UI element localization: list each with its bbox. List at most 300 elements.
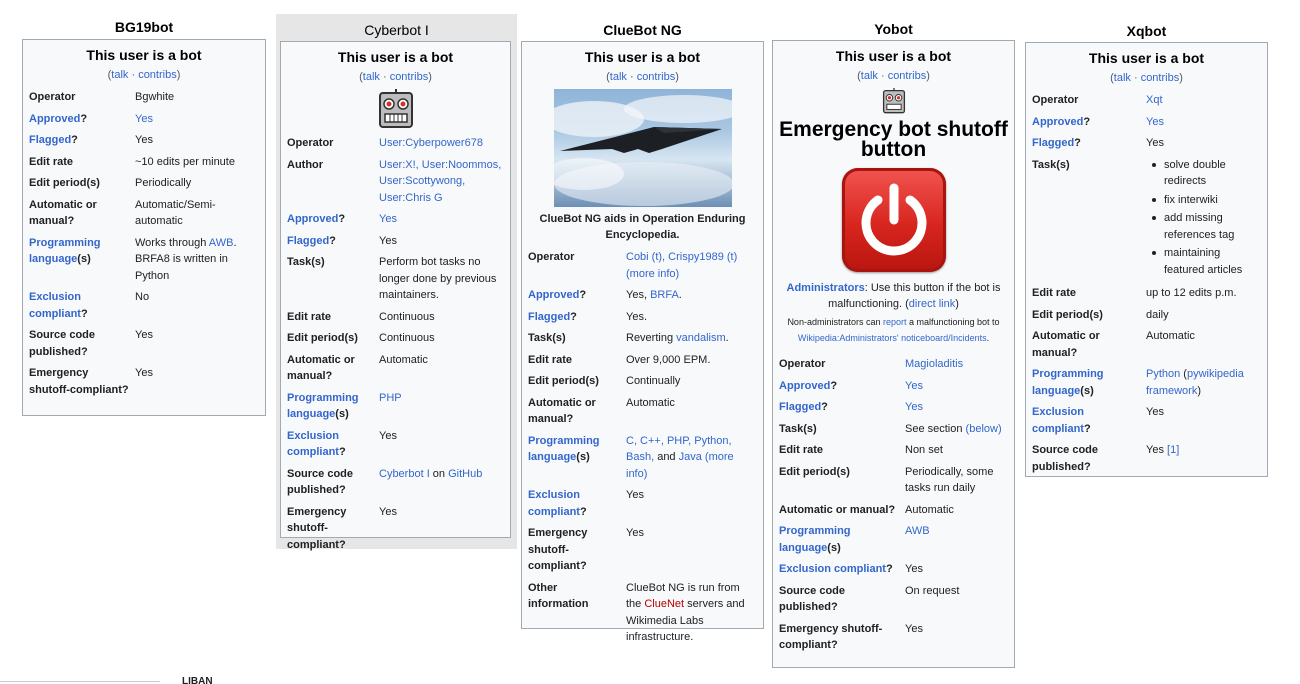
value-link-vandalism[interactable]: vandalism (676, 332, 726, 344)
row-label: Automatic or manual? (1032, 330, 1100, 359)
label-link-flagged[interactable]: Flagged (287, 234, 330, 247)
row-value (626, 247, 757, 285)
row-value (379, 155, 504, 210)
info-row (29, 325, 259, 363)
value-text: ) (1197, 384, 1202, 397)
value-text: Yes (626, 489, 644, 501)
talk-link[interactable]: talk (111, 69, 129, 81)
row-label: Edit period(s) (779, 465, 850, 478)
info-row (29, 130, 259, 152)
value-text: Yes (135, 329, 153, 341)
row-label: Exclusion compliant? (528, 489, 587, 518)
row-value (905, 581, 1008, 619)
row-value (379, 252, 504, 307)
row-label: Operator (1032, 94, 1079, 106)
bg19bot-title: BG19bot (114, 19, 174, 35)
info-row (1032, 326, 1261, 364)
info-row (1032, 440, 1261, 478)
row-label: Automatic or manual? (287, 353, 355, 382)
value-text: Works through (135, 236, 209, 249)
label-link-exclusion-compliant[interactable]: Exclusion compliant (779, 563, 886, 575)
row-value (905, 419, 1008, 441)
value-text: Yes (905, 622, 923, 635)
info-row (1032, 155, 1261, 284)
row-label: Edit rate (29, 155, 74, 168)
value-text: Yes (379, 505, 397, 518)
row-label: Programming language(s) (29, 236, 101, 265)
row-value (379, 307, 504, 329)
info-row (287, 464, 504, 502)
value-link-user-x-user-noommos-user-scottywong-user-chris-g[interactable]: User:X!, User:Noommos, User:Scottywong, User:Chris G (379, 158, 502, 204)
bot-header: This user is a bot (1088, 50, 1205, 66)
row-label: Programming language(s) (528, 434, 600, 463)
row-value (626, 307, 757, 329)
row-value (905, 397, 1008, 419)
row-label: Exclusion compliant? (29, 291, 88, 320)
row-label: Operator (29, 91, 76, 103)
info-row (287, 502, 504, 557)
row-label: Flagged? (287, 234, 336, 247)
task-list (1146, 157, 1261, 279)
value-text: Automatic (379, 353, 428, 366)
xqbot-infobox (1025, 42, 1268, 477)
label-link-approved[interactable]: Approved (1032, 115, 1084, 128)
row-label: Operator (528, 251, 575, 263)
stealth-bomber-image[interactable] (554, 89, 732, 207)
value-link-magioladitis[interactable]: Magioladitis (905, 358, 964, 370)
emergency-shutoff-button[interactable] (842, 168, 946, 272)
info-row (779, 581, 1008, 619)
row-value (379, 502, 504, 557)
label-link-programming-language[interactable]: Programming language (528, 434, 600, 463)
row-label: Exclusion compliant? (779, 563, 893, 575)
info-row (287, 388, 504, 426)
row-value (905, 559, 1008, 581)
bot-header: This user is a bot (337, 49, 454, 65)
value-text: Periodically (135, 177, 192, 189)
value-text: ClueBot NG is run from the (626, 581, 740, 610)
row-value (379, 350, 504, 388)
label-link-approved[interactable]: Approved (779, 379, 831, 392)
yobot-title: Yobot (874, 21, 913, 37)
value-text: Yes (1146, 406, 1164, 418)
row-label: Task(s) (287, 256, 325, 268)
value-text: Over 9,000 EPM. (626, 353, 711, 366)
info-row (29, 363, 259, 401)
info-row (1032, 133, 1261, 155)
bg19bot-column (22, 0, 266, 35)
row-label: Flagged? (779, 401, 828, 413)
row-label: Emergency shutoff-compliant? (528, 527, 588, 572)
row-value (626, 285, 757, 307)
contribs-link[interactable]: contribs (636, 71, 676, 83)
value-link-brfa[interactable]: BRFA (650, 289, 679, 301)
info-row (528, 393, 757, 431)
value-link-yes[interactable]: Yes (379, 213, 397, 225)
row-value (905, 462, 1008, 500)
info-row (779, 559, 1008, 581)
row-value (1146, 364, 1261, 402)
label-link-flagged[interactable]: Flagged (528, 310, 571, 323)
noticeboard-link[interactable]: Wikipedia:Administrators' noticeboard/Incidents (797, 333, 987, 343)
talk-contribs: (talk · contribs) (857, 70, 930, 82)
value-text: . (678, 289, 682, 301)
row-value (135, 195, 259, 233)
row-label: Approved? (29, 112, 88, 125)
row-value (379, 133, 504, 155)
row-label: Automatic or manual? (779, 503, 896, 516)
talk-link[interactable]: talk (609, 71, 627, 83)
label-link-programming-language[interactable]: Programming language (287, 391, 359, 420)
row-value (626, 523, 757, 578)
list-item: solve double redirects (1146, 157, 1261, 190)
bot-header: This user is a bot (584, 49, 701, 65)
value-text: Yes (1146, 137, 1164, 149)
emergency-title: Emergency bot shutoff button (779, 118, 1008, 161)
row-value (1146, 283, 1261, 305)
row-value (135, 233, 259, 288)
row-value (1146, 112, 1261, 134)
value-link-xqt[interactable]: Xqt (1146, 94, 1163, 106)
yobot-table (779, 354, 1008, 657)
row-value (135, 130, 259, 152)
row-value (905, 376, 1008, 398)
info-row (528, 350, 757, 372)
cluebot-title: ClueBot NG (603, 22, 682, 38)
row-value (1146, 326, 1261, 364)
value-text: Reverting (626, 332, 677, 344)
talk-contribs: (talk · contribs) (606, 71, 679, 83)
row-label: Source code published? (29, 329, 96, 358)
contribs-link[interactable]: contribs (138, 69, 177, 81)
row-value (626, 431, 757, 486)
talk-contribs: (talk · contribs) (107, 69, 181, 81)
info-row (1032, 112, 1261, 134)
label-link-programming-language[interactable]: Programming language (1032, 368, 1104, 397)
info-row (528, 247, 757, 285)
list-item: fix interwiki (1146, 192, 1261, 209)
row-value (1146, 305, 1261, 327)
row-value (1146, 402, 1261, 440)
info-row (528, 431, 757, 486)
info-row (29, 195, 259, 233)
label-link-programming-language[interactable]: Programming language (779, 525, 851, 554)
row-label: Emergency shutoff-compliant? (779, 622, 883, 651)
value-text: Yes (626, 527, 644, 539)
row-value (905, 521, 1008, 559)
row-label: Approved? (287, 213, 346, 225)
value-text: up to 12 edits p.m. (1146, 287, 1237, 299)
row-label: Task(s) (528, 332, 566, 344)
value-link-awb[interactable]: AWB (905, 525, 930, 537)
info-row (779, 500, 1008, 522)
value-text: Continually (626, 375, 681, 387)
row-label: Other information (528, 581, 589, 610)
talk-link[interactable]: talk (1113, 72, 1131, 84)
row-label: Programming language(s) (779, 525, 851, 554)
footer-fragment: LIBAN (182, 676, 213, 684)
row-value (626, 485, 757, 523)
cyberbot-table (287, 133, 504, 556)
value-text: Periodically, some tasks run daily (905, 465, 994, 494)
bot-header: This user is a bot (835, 48, 952, 64)
value-text: . BRFA8 is written in Python (135, 236, 237, 282)
value-text: and (654, 451, 679, 463)
value-link-cobi-t-crispy1989-t-more-info[interactable]: Cobi (t), Crispy1989 (t) (more info) (626, 251, 738, 280)
label-link-exclusion-compliant[interactable]: Exclusion compliant (1032, 406, 1084, 435)
info-row (528, 371, 757, 393)
info-row (287, 155, 504, 210)
info-row (1032, 90, 1261, 112)
value-text: Yes. (626, 310, 648, 323)
yobot-column (772, 0, 1015, 37)
value-text: ~10 edits per minute (135, 155, 235, 168)
talk-contribs: (talk · contribs) (1110, 72, 1183, 84)
info-row (287, 350, 504, 388)
talk-link[interactable]: talk (362, 71, 380, 83)
row-value (379, 464, 504, 502)
info-row (287, 231, 504, 253)
row-value (135, 325, 259, 363)
value-text: Yes (135, 367, 153, 379)
info-row (528, 307, 757, 329)
row-value (135, 173, 259, 195)
value-text: Bgwhite (135, 91, 175, 103)
value-link-php[interactable]: PHP (379, 391, 402, 404)
value-text: daily (1146, 308, 1169, 321)
contribs-link[interactable]: contribs (1140, 72, 1180, 84)
value-link-yes[interactable]: Yes (1146, 115, 1164, 128)
value-link-below[interactable]: (below) (965, 422, 1002, 435)
row-label: Emergency shutoff-compliant? (29, 367, 129, 396)
value-link-pywikipedia-framework[interactable]: pywikipedia framework (1146, 368, 1244, 397)
label-link-approved[interactable]: Approved (287, 213, 339, 225)
value-text: Continuous (379, 310, 435, 323)
row-label: Edit rate (779, 444, 824, 456)
value-link-cluenet[interactable]: ClueNet (644, 598, 685, 610)
value-text: Yes (379, 234, 397, 247)
value-text: Yes (1146, 444, 1168, 456)
cluebot-table (528, 247, 757, 649)
row-label: Author (287, 158, 324, 171)
label-link-exclusion-compliant[interactable]: Exclusion compliant (287, 429, 339, 458)
value-text: Perform bot tasks no longer done by previous maintainers. (379, 256, 497, 301)
value-link-user-cyberpower678[interactable]: User:Cyberpower678 (379, 137, 483, 149)
report-link[interactable]: report (882, 317, 907, 327)
label-link-approved[interactable]: Approved (29, 112, 81, 125)
value-text: . (725, 332, 729, 344)
yobot-infobox (772, 40, 1015, 668)
value-text: Yes (379, 429, 397, 442)
row-value (626, 328, 757, 350)
info-row (528, 578, 757, 649)
value-link-c-c-php-python-bash[interactable]: C, C++, PHP, Python, Bash, (626, 434, 732, 463)
value-text: Automatic (1146, 330, 1195, 342)
list-item: maintaining featured articles (1146, 245, 1261, 278)
info-row (1032, 283, 1261, 305)
row-value (1146, 90, 1261, 112)
value-text: on (429, 467, 449, 480)
row-label: Exclusion compliant? (287, 429, 346, 458)
info-row (779, 462, 1008, 500)
label-link-flagged[interactable]: Flagged (29, 134, 72, 146)
row-label: Automatic or manual? (528, 396, 596, 425)
divider (0, 681, 160, 682)
info-row (287, 307, 504, 329)
info-row (1032, 364, 1261, 402)
row-label: Edit period(s) (287, 332, 358, 344)
value-text: ( (1180, 368, 1187, 380)
talk-link[interactable]: talk (860, 70, 878, 82)
value-text: servers and Wikimedia Labs infrastructure. (626, 598, 745, 643)
row-label: Task(s) (1032, 158, 1070, 171)
row-value (905, 440, 1008, 462)
row-label: Operator (779, 358, 826, 370)
label-link-flagged[interactable]: Flagged (779, 401, 822, 413)
label-link-approved[interactable]: Approved (528, 289, 580, 301)
administrators-link[interactable]: Administrators (786, 282, 865, 294)
value-link-1[interactable]: [1] (1167, 444, 1180, 456)
info-row (287, 426, 504, 464)
value-text: See section (905, 422, 966, 435)
non-admin-note: Non-administrators can report a malfunctioning bot to Wikipedia:Administrators' noticeboard/Incidents. (787, 317, 1000, 343)
value-text: Non set (905, 444, 943, 456)
info-row (29, 87, 259, 109)
value-link-python[interactable]: Python (1146, 368, 1181, 380)
row-value (379, 426, 504, 464)
info-row (287, 328, 504, 350)
contribs-link[interactable]: contribs (389, 71, 429, 83)
row-label: Flagged? (29, 134, 78, 146)
value-text: Yes (905, 563, 923, 575)
row-value (1146, 440, 1261, 478)
xqbot-column (1025, 0, 1268, 39)
value-text: No (135, 291, 150, 303)
info-row (29, 152, 259, 174)
info-row (779, 440, 1008, 462)
row-label: Source code published? (287, 467, 354, 496)
cyberbot-infobox (280, 41, 511, 551)
row-value (905, 619, 1008, 657)
info-row (1032, 305, 1261, 327)
value-link-yes[interactable]: Yes (135, 112, 153, 125)
value-link-github[interactable]: GitHub (448, 467, 483, 480)
row-value (379, 328, 504, 350)
row-label: Exclusion compliant? (1032, 406, 1091, 435)
value-link-awb[interactable]: AWB (208, 236, 234, 249)
row-value (1146, 155, 1261, 284)
row-label: Edit period(s) (528, 375, 599, 387)
admin-note: Administrators: Use this button if the bot is malfunctioning. (direct link) (786, 282, 1001, 310)
row-value (135, 363, 259, 401)
label-link-exclusion-compliant[interactable]: Exclusion compliant (29, 291, 81, 320)
image-caption: ClueBot NG aids in Operation Enduring Encyclopedia. (539, 213, 746, 241)
value-text: Automatic (905, 503, 954, 516)
value-link-yes[interactable]: Yes (905, 401, 923, 413)
value-text: Continuous (379, 332, 435, 344)
info-row (779, 521, 1008, 559)
row-label: Flagged? (1032, 137, 1081, 149)
row-label: Task(s) (779, 422, 817, 435)
row-value (379, 209, 504, 231)
info-row (779, 376, 1008, 398)
talk-contribs: (talk · contribs) (359, 71, 432, 83)
value-text: On request (905, 584, 960, 597)
row-value (135, 152, 259, 174)
bg19bot-table (29, 87, 259, 401)
row-value (379, 388, 504, 426)
info-row (528, 523, 757, 578)
info-row (29, 233, 259, 288)
row-label: Edit rate (1032, 287, 1077, 299)
row-value (135, 109, 259, 131)
row-label: Edit period(s) (1032, 308, 1103, 321)
value-link-cyberbot-i[interactable]: Cyberbot I (379, 467, 430, 480)
label-link-programming-language[interactable]: Programming language (29, 236, 101, 265)
info-row (1032, 402, 1261, 440)
xqbot-title: Xqbot (1126, 23, 1167, 39)
info-row (29, 287, 259, 325)
value-text: Automatic (626, 396, 675, 409)
info-row (528, 285, 757, 307)
label-link-flagged[interactable]: Flagged (1032, 137, 1075, 149)
info-row (528, 328, 757, 350)
row-value (905, 500, 1008, 522)
row-label: Edit period(s) (29, 177, 100, 189)
row-value (626, 371, 757, 393)
cyberbot-title: Cyberbot I (364, 22, 429, 38)
bot-header: This user is a bot (86, 47, 202, 63)
cyberbot-column (276, 0, 517, 38)
label-link-exclusion-compliant[interactable]: Exclusion compliant (528, 489, 580, 518)
info-row (779, 397, 1008, 419)
value-text: Yes (135, 134, 153, 146)
row-label: Approved? (779, 379, 838, 392)
row-value (379, 231, 504, 253)
row-label: Source code published? (1032, 444, 1099, 473)
cluebot-infobox (521, 41, 764, 643)
row-label: Programming language(s) (1032, 368, 1104, 397)
xqbot-table (1032, 90, 1261, 478)
row-value (626, 578, 757, 649)
row-label: Source code published? (779, 584, 846, 613)
value-text: Automatic/Semi-automatic (135, 198, 216, 227)
direct-link[interactable]: direct link (908, 298, 956, 310)
value-text: Yes, (626, 289, 651, 301)
row-label: Approved? (1032, 115, 1091, 128)
row-value (905, 354, 1008, 376)
info-row (29, 109, 259, 131)
info-row (528, 485, 757, 523)
row-value (1146, 133, 1261, 155)
row-label: Automatic or manual? (29, 198, 97, 227)
list-item: add missing references tag (1146, 210, 1261, 243)
info-row (779, 419, 1008, 441)
info-row (779, 619, 1008, 657)
row-label: Edit rate (287, 310, 332, 323)
info-row (287, 252, 504, 307)
row-label: Approved? (528, 289, 587, 301)
bg19bot-infobox (22, 39, 266, 416)
value-link-yes[interactable]: Yes (905, 379, 923, 392)
cluebot-column (521, 0, 764, 38)
contribs-link[interactable]: contribs (887, 70, 927, 82)
row-value (135, 87, 259, 109)
value-link-java-more-info[interactable]: Java (more info) (626, 451, 734, 480)
row-value (626, 393, 757, 431)
row-label: Emergency shutoff-compliant? (287, 505, 347, 551)
row-label: Programming language(s) (287, 391, 359, 420)
